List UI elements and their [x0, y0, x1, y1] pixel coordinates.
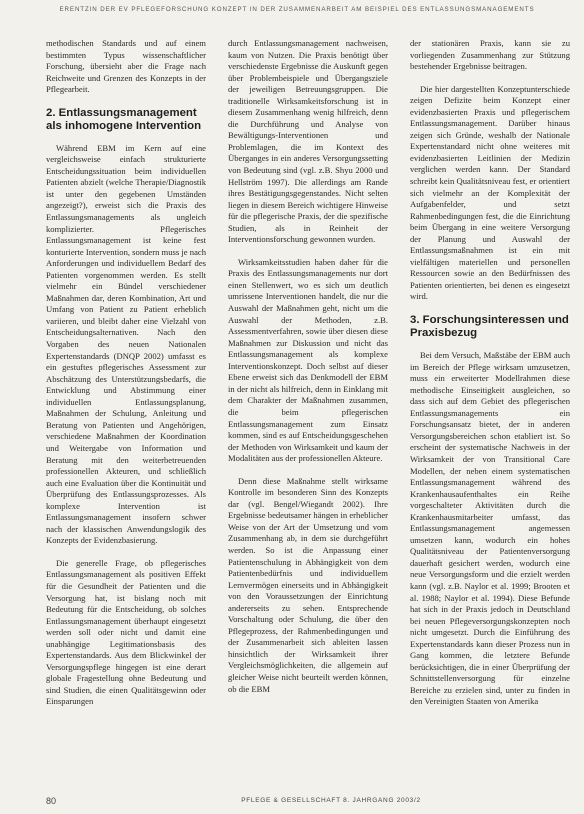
- text-column-3: [410, 38, 570, 719]
- page-footer: [46, 796, 554, 808]
- paragraph: Wirksamkeitsstudien haben daher für die Praxis des Entlassungsmanagements nur dort einen Stellenwert, wo es sich um deutlich umrissene Interventionen handelt, die nur die Auswahl der Maßnahmen geht, nicht um die Auswahl der Methoden, z.B. Assessmentverfahren, sowie über diesen diese Maßnahmen zur Diskussion und nicht das Entlassungsmanagement als komplexe Interventionskonzept. Doch selbst auf dieser Ebene erweist sich das Denkmodell der EBM in der nicht als hilfreich, denn in Einklang mit dem Charakter der Maßnahmen zusammen, die beim pflegerischen Entlassungsmanagement zum Einsatz kommen, sind es auf Entscheidungsgeschehen der Methoden von Wirksamkeit und kaum der Modalitäten aus der professionellen Akteure.: [228, 256, 388, 464]
- paragraph: methodischen Standards und auf einem bestimmten Typus wissenschaftlicher Forschung, übersieht aber die Frage nach Reichweite und Grenzen des Konzepts in der Pflegearbeit.: [46, 38, 206, 95]
- paragraph: der stationären Praxis, kann sie zu vorliegenden Zusammenhang zur Stützung bestehender Ergebnisse beitragen.: [410, 38, 570, 72]
- paragraph: Die generelle Frage, ob pflegerisches Entlassungsmanagement als positiven Effekt für die Gesundheit der Patienten und die Versorgung hat, ist bislang noch mit Bedeutung für die Entscheidung, ob solches Entlassungsmanagement überhaupt eingesetzt werden soll oder nicht und damit eine unabhängige Legitimationsbasis des Expertenstandards. Aus dem Blickwinkel der Versorgungspflege hingegen ist eine derart globale Fragestellung ohne Bedeutung und sind Studien, die einen Qualitätsgewinn oder Einsparungen: [46, 557, 206, 707]
- paragraph: Denn diese Maßnahme stellt wirksame Kontrolle im besonderen Sinn des Konzepts dar (vgl. Bengel/Wiegandt 2002). Ihre Ergebnisse bedeutsamer hängen in erheblicher Weise von der Art der Umsetzung und vom Zusammenhang ab, in dem sie durchgeführt werden. So ist die Anpassung einer Patientenschulung in Abhängigkeit von dem Patientenbedürfnis und individuellem Lernvermögen einerseits und in Abhängigkeit von den Voraussetzungen der Einrichtung andererseits zu sehen. Entsprechende Vorschaltung oder Schulung, die über den Pflegeprozess, der Rahmenbedingungen und der Zusammenarbeit sich ableiten lassen hinsichtlich der Wirksamkeit ihrer Vergleichsmöglichkeiten, die allgemein auf gleicher Weise nicht beurteilt werden können, ob die EBM: [228, 475, 388, 694]
- journal-citation: PFLEGE & GESELLSCHAFT 8. JAHRGANG 2003/2: [241, 797, 421, 804]
- section-heading: 2. Entlassungsmanagement als inhomogene Intervention: [46, 106, 202, 132]
- paragraph: durch Entlassungsmanagement nachweisen, kaum von Nutzen. Die Praxis benötigt über verschiedenste Ergebnisse die Auskunft gegen über Problembeispiele und Übergangsziele der jeweiligen Betreuungsgruppen. Die traditionelle Wirksamkeitsforschung ist in diesem Zusammenhang wenig hilfreich, denn die Durchführung und Analyse von Bewältigungs-Interventionen und Problemlagen, die im Kontext des Überganges in ein anderes Versorgungssetting von Bedeutung sind (vgl. z.B. Shyu 2000 und Hellström 1997). Die allerdings am Rande ihres Bestätigungsgegenstandes. Nicht selten liegen in diesem Bereich wichtigere Hinweise für die pflegerische Praxis, der die spezifische Studien, als in Reinheit der Interventionsforschung gewonnen wurden.: [228, 38, 388, 245]
- paragraph: Während EBM im Kern auf eine vergleichsweise einfach strukturierte Entscheidungssituation beim individuellen Patienten abzielt (welche Therapie/Diagnostik ist unter den gegebenen Umständen angezeigt?), erweist sich die Praxis des Entlassungsmanagements als ungleich komplizierter. Pflegerisches Entlassungsmanagement ist keine fest konturierte Intervention, sondern muss je nach Anforderungen und individuellem Bedarf des Patienten vorgenommen werden. Es stellt vielmehr ein Bündel verschiedener Maßnahmen dar, deren Kombination, Art und Umfang von Patient zu Patient erheblich variieren, und bleibt daher eine Vielzahl von Entscheidungsalternativen. Nach den Vorgaben des neuen Nationalen Expertenstandards (DNQP 2002) umfasst es ein gestuftes pflegerisches Assessment zur Abschätzung des Unterstützungsbedarfs, die Entwicklung und Abstimmung einer individuellen Entlassungsplanung, Maßnahmen der Schulung, Anleitung und Beratung von Patienten und Angehörigen, verschiedene Maßnahmen der Koordination und Weitergabe von Information und Beratung mit den weiterbetreuenden professionellen Akteuren, und schließlich auch eine Evaluation über die Kontinuität und Überprüfung des Entlassungsprozesses. Als komplexe Intervention ist Entlassungsmanagement insofern schwer nach der klassischen Anwendungslogik des Konzepts der Evidenzbasierung.: [46, 142, 206, 546]
- paragraph: Die hier dargestellten Konzeptunterschiede zeigen Defizite beim Konzept einer evidenzbasierten Praxis und pflegerischem Entlassungsmanagement. Darüber hinaus zeigen sich Gründe, weshalb der Nationale Expertenstandard nicht ohne weiteres mit evidenzbasierten Leitlinien der Medizin verglichen werden kann. Der Standard schreibt kein Qualitätsniveau fest, er orientiert sich vielmehr an der Komplexität der Aufgabenfelder, und setzt Rahmenbedingungen fest, die die Einrichtung beim Übergang in eine weitere Versorgung der Planung und Auswahl der Entlassungsmaßnahmen ist ein mit vielfältigen materiellen und personellen Ressourcen sowie an den Bedürfnissen des Patienten orientierten, bei denen es eingesetzt wird.: [410, 83, 570, 302]
- text-column-2: [228, 38, 388, 706]
- paragraph: Bei dem Versuch, Maßstäbe der EBM auch im Bereich der Pflege wirksam umzusetzen, muss ein erweiterter Modellrahmen diese methodische Einseitigkeit ausgleichen, so dass sich auf dem Gebiet des pflegerischen Entlassungsmanagements ein Forschungsansatz bietet, der in anderen Versorgungsbereichen schon etabliert ist. So erscheint der systematische Nachweis in der Wirksamkeit der von Transitional Care Modellen, der neben einem systematischen Entlassungsmanagement während des Krankenhausaufenthaltes ein Reihe vorgeschalteter Aktivitäten durch die Krankenhausmitarbeiter umfasst, das Entlassungsmanagement angemessen umsetzen kann, wodurch ein hohes Qualitätsniveau der Patientenversorgung dauerhaft gesichert werden, wodurch eine neue Versorgungsform und die erzielt werden kann (vgl. z.B. Naylor et al. 1999; Brooten et al. 1988; Naylor et al. 1994). Diese Befunde hat sich in der Praxis jedoch in Deutschland bei neuen Pflegeversorgungskonzepten noch nicht umgesetzt. Durch die Einführung des Expertenstandards kann dieser Prozess nun in Gang kommen, die letztere Befunde berücksichtigen, die in einer Überprüfung der Schnittstellenversorgung für einzelne Bereiche zu erzielen sind, unter zu finden in den Vereinigten Staaten von Amerika: [410, 350, 570, 707]
- page-number: 80: [46, 796, 57, 806]
- section-heading: 3. Forschungsinteressen und Praxisbezug: [410, 314, 569, 340]
- text-column-1: [46, 38, 206, 719]
- running-head: ERENTZIN DER EV PFLEGEFORSCHUNG KONZEPT IN DER ZUSAMMENARBEIT AM BEISPIEL DES ENTLASSUNGSMANAGEMENTS: [59, 6, 535, 13]
